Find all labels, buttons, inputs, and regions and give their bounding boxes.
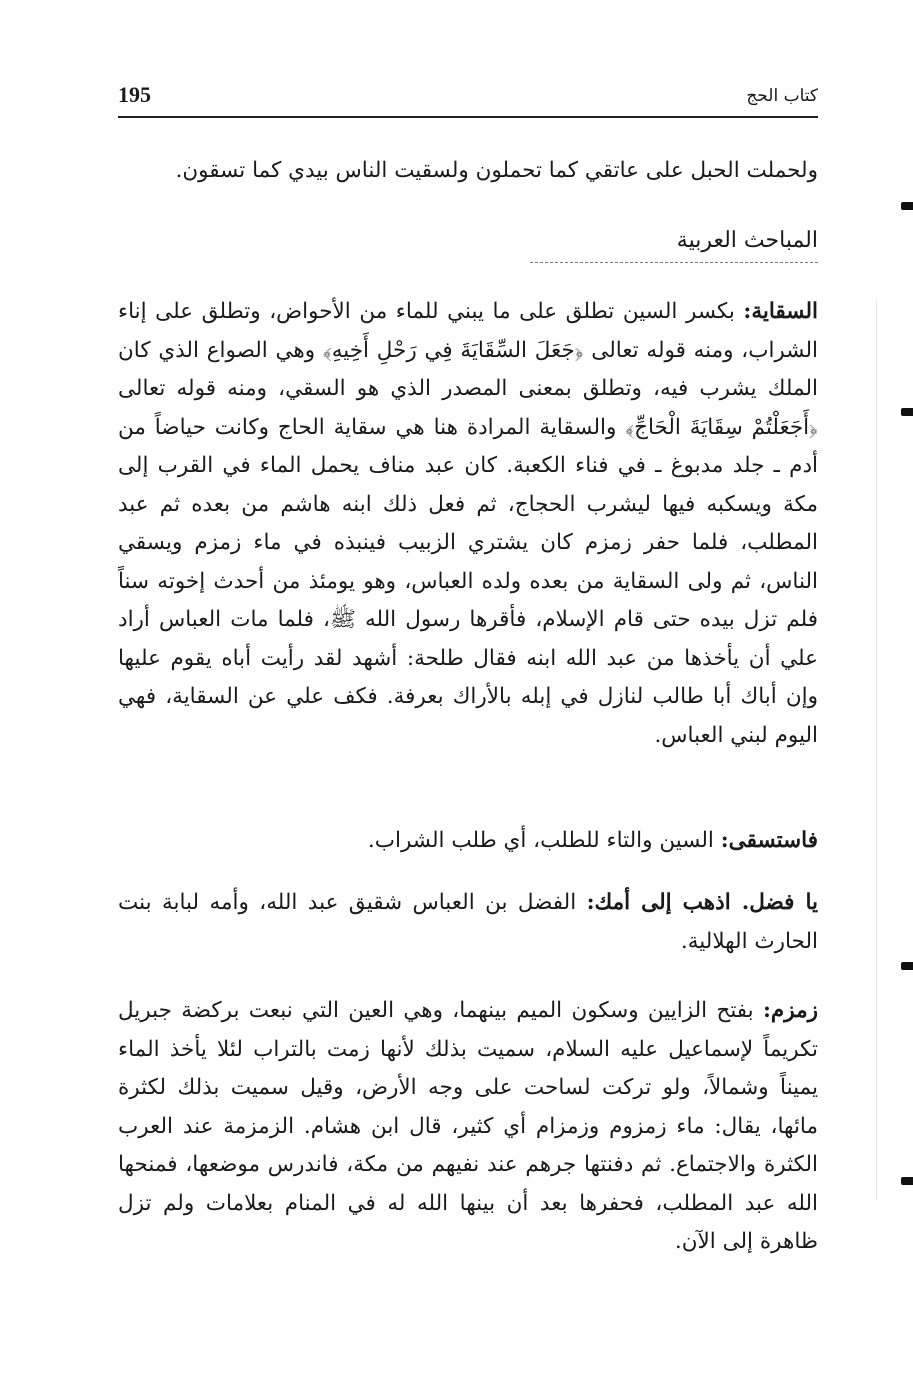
running-title: كتاب الحج (746, 86, 818, 106)
entry-term: زمزم: (762, 998, 818, 1023)
entry-term: يا فضل. اذهب إلى أمك: (586, 890, 818, 915)
scan-margin-mark (901, 962, 913, 970)
scan-margin-mark (901, 202, 913, 210)
entry-text: بكسر السين تطلق على ما يبني للماء من الأحواض، وتطلق على إناء الشراب، ومنه قوله تعالى ﴿جَعَلَ السِّقَايَةَ فِي رَحْلِ أَخِيهِ﴾ وهي الصواع الذي كان الملك يشرب فيه، وتطلق بمعنى المصدر الذي هو السقي، ومنه قوله تعالى ﴿أَجَعَلْتُمْ سِقَايَةَ الْحَاجِّ﴾ والسقاية المرادة هنا هي سقاية الحاج وكانت حياضاً من أدم ـ جلد مدبوغ ـ في فناء الكعبة. كان عبد مناف يحمل الماء في القرب إلى مكة ويسكبه فيها ليشرب الحجاج، ثم فعل ذلك ابنه هاشم من بعده ثم عبد المطلب، فلما حفر زمزم كان يشتري الزبيب فينبذه في ماء زمزم ويسقي الناس، ثم ولى السقاية من بعده ولده العباس، وهو يومئذ من أحدث إخوته سناً فلم تزل بيده حتى قام الإسلام، فأقرها رسول الله ﷺ، فلما مات العباس أراد علي أن يأخذها من عبد الله ابنه فقال طلحة: أشهد لقد رأيت أباه يقوم عليها وإن أباك أبا طالب لنازل في إبله بالأراك بعرفة. فكف علي عن السقاية، فهي اليوم لبني العباس. (118, 299, 818, 748)
header-rule (118, 116, 818, 118)
scan-margin-mark (901, 1177, 913, 1185)
entry-paragraph (118, 992, 818, 1262)
opening-line: ولحملت الحبل على عاتقي كما تحملون ولسقيت الناس بيدي كما تسقون. (175, 158, 818, 183)
entry-text: الفضل بن العباس شقيق عبد الله، وأمه لبابة بنت الحارث الهلالية. (118, 890, 818, 954)
page-number: 195 (118, 82, 151, 107)
scan-margin-line (876, 300, 877, 1200)
entry-paragraph (118, 293, 818, 755)
scan-margin-mark (901, 408, 913, 416)
entry-term: السقاية: (743, 299, 818, 324)
entry-text: السين والتاء للطلب، أي طلب الشراب. (367, 828, 721, 853)
entry-term: فاستسقى: (720, 828, 818, 853)
entry-paragraph (118, 822, 818, 861)
entry-paragraph (118, 884, 818, 961)
entry-text: بفتح الزايين وسكون الميم بينهما، وهي العين التي نبعت بركضة جبريل تكريماً لإسماعيل عليه السلام، سميت بذلك لأنها زمت بالتراب لئلا يأخذ الماء يميناً وشمالاً، ولو تركت لساحت على وجه الأرض، وقيل سميت بذلك لكثرة مائها، يقال: ماء زمزوم وزمزام أي كثير، قال ابن هشام. الزمزمة عند العرب الكثرة والاجتماع. ثم دفنتها جرهم عند نفيهم من مكة، فاندرس موضعها، فمنحها الله عبد المطلب، فحفرها بعد أن بينها الله له في المنام بعلامات ولم تزل ظاهرة إلى الآن. (118, 998, 818, 1254)
page-header (118, 82, 818, 112)
section-heading: المباحث العربية (676, 228, 818, 253)
heading-underline (530, 262, 818, 263)
